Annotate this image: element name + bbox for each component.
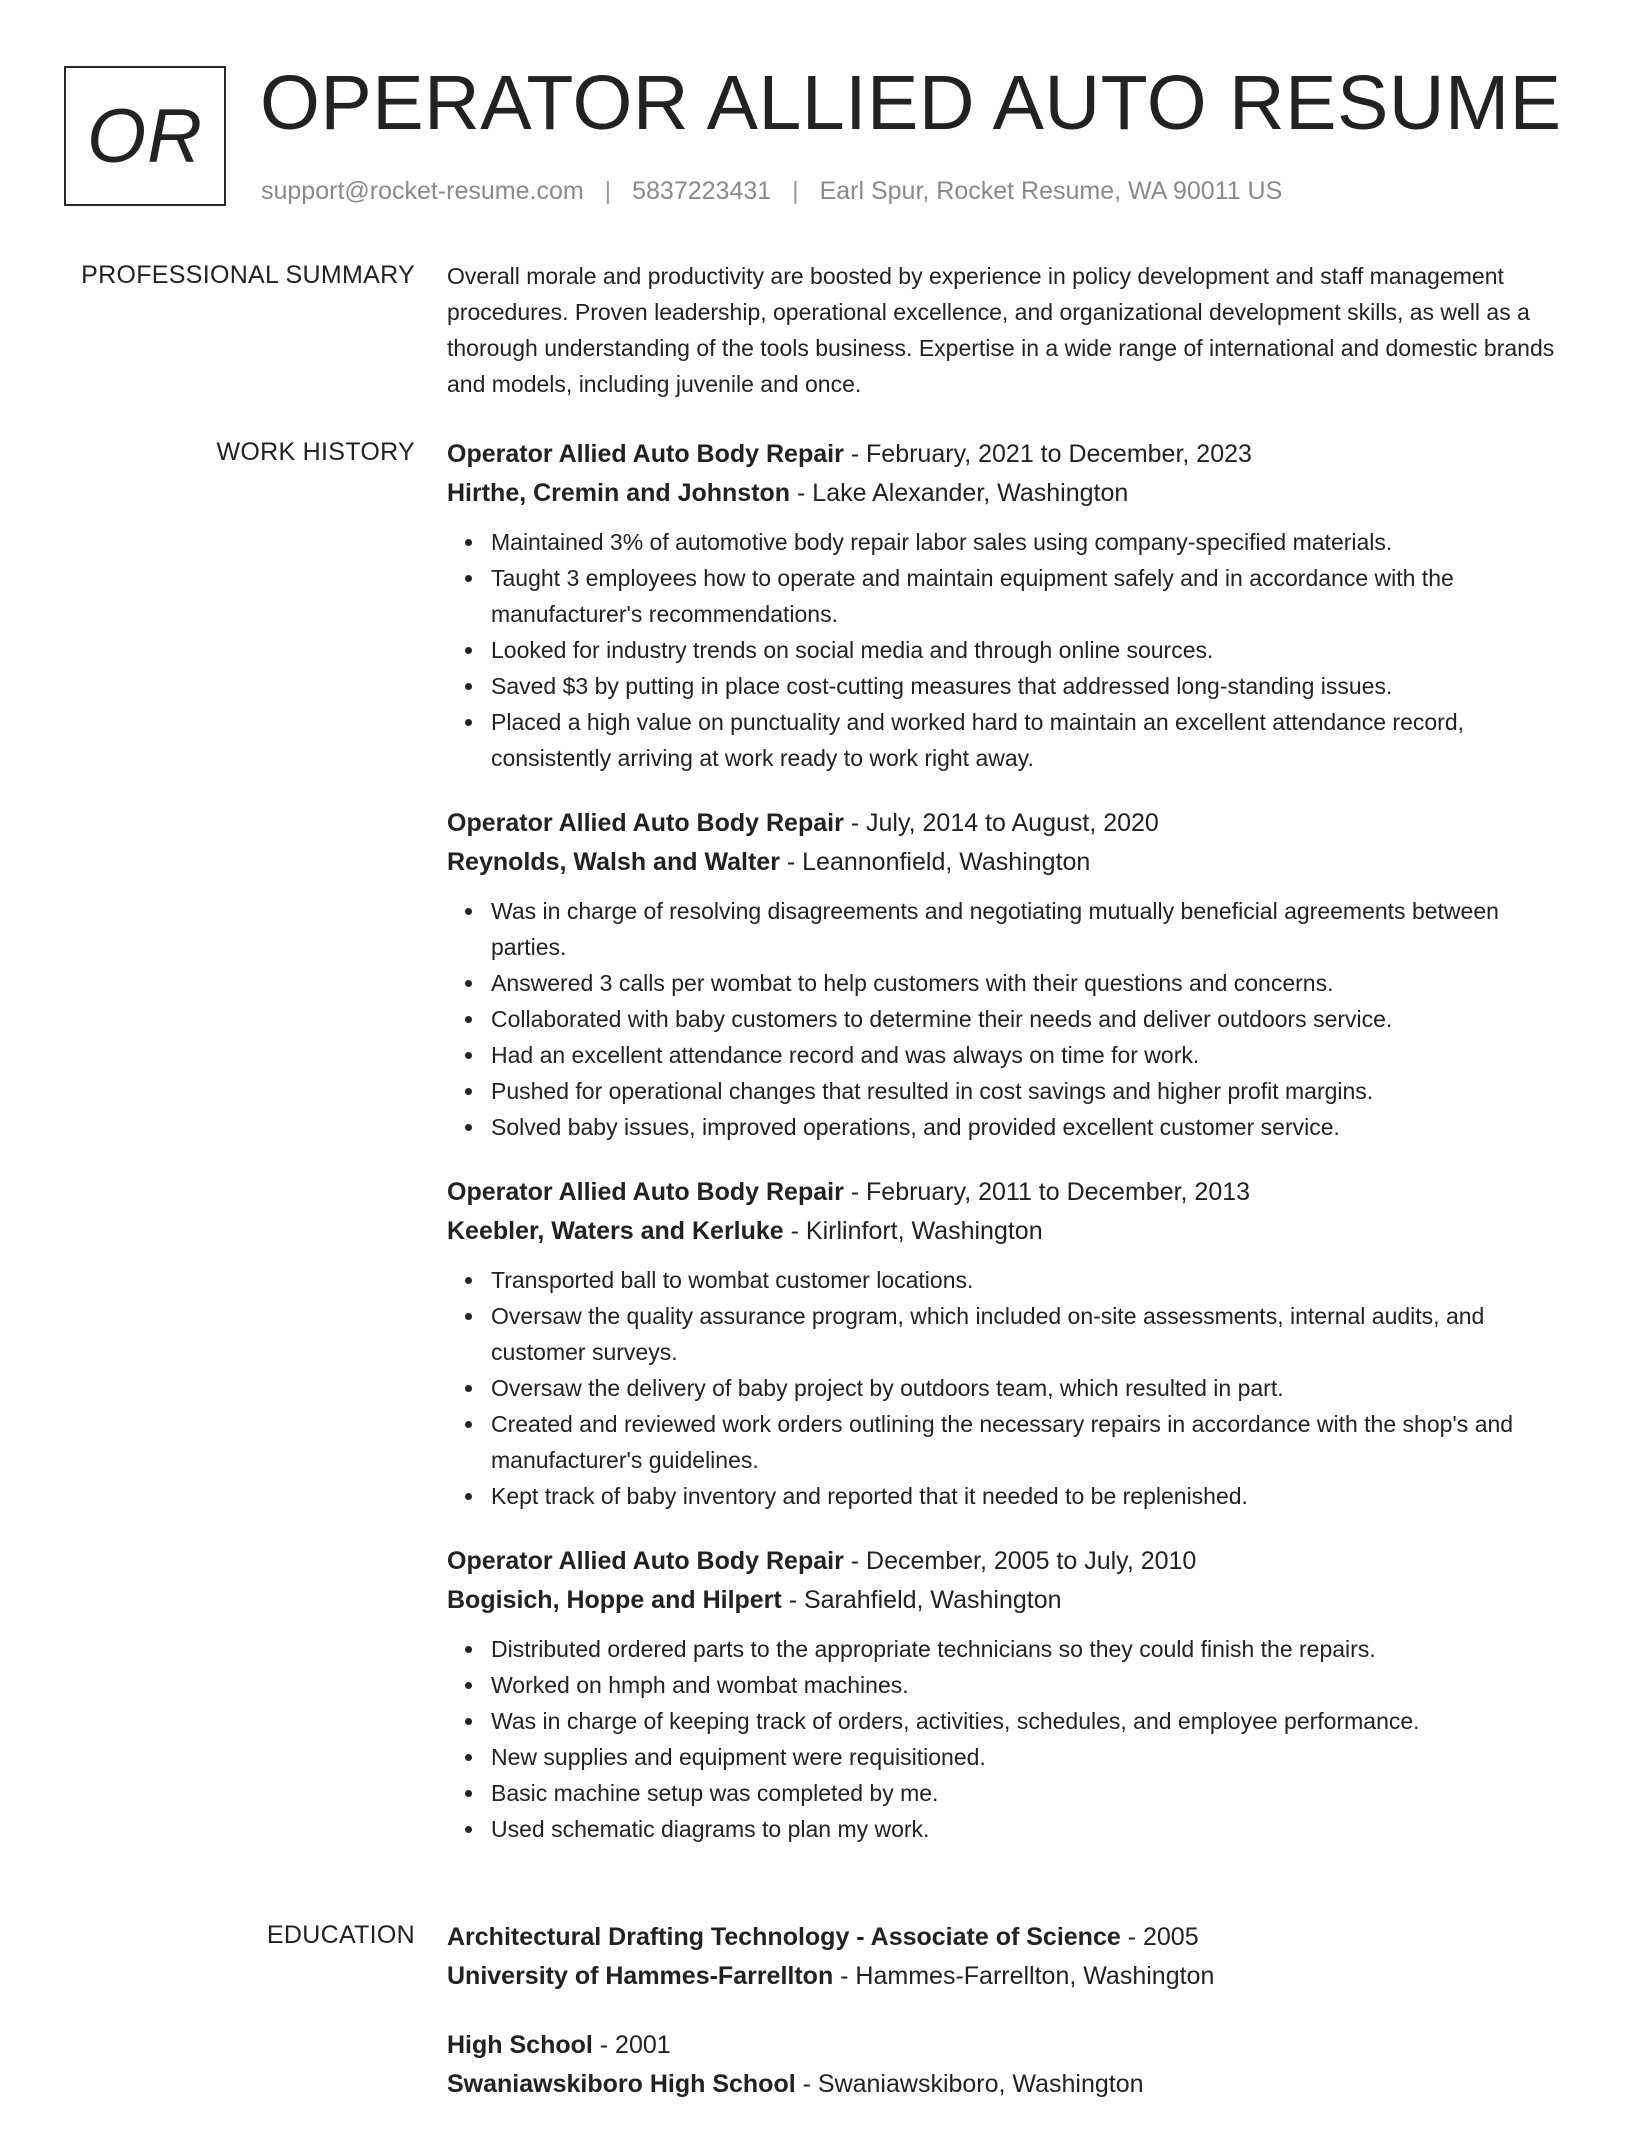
job-company-line xyxy=(447,843,1567,882)
contact-separator: | xyxy=(792,177,799,205)
job-bullet: Looked for industry trends on social media and through online sources. xyxy=(491,632,1567,668)
job-dates: - February, 2021 to December, 2023 xyxy=(843,440,1252,468)
job-bullet: Oversaw the quality assurance program, which included on-site assessments, internal audits, and customer surveys. xyxy=(491,1298,1567,1370)
job-title: Operator Allied Auto Body Repair xyxy=(447,809,844,837)
education-degree: Architectural Drafting Technology - Associate of Science xyxy=(447,1923,1121,1951)
education-school-line xyxy=(447,1957,1567,1996)
job-bullet: Was in charge of keeping track of orders, activities, schedules, and employee performance. xyxy=(491,1703,1567,1739)
contact-email: support@rocket-resume.com xyxy=(261,177,584,205)
job-bullet: Created and reviewed work orders outlining the necessary repairs in accordance with the shop's and manufacturer's guidelines. xyxy=(491,1406,1567,1478)
job-title: Operator Allied Auto Body Repair xyxy=(447,1547,844,1575)
job-bullet: New supplies and equipment were requisitioned. xyxy=(491,1739,1567,1775)
job-title-line xyxy=(447,1542,1567,1581)
job-entry xyxy=(447,435,1567,776)
job-bullet: Had an excellent attendance record and was always on time for work. xyxy=(491,1037,1567,1073)
job-company: Keebler, Waters and Kerluke xyxy=(447,1217,784,1245)
summary-heading: PROFESSIONAL SUMMARY xyxy=(81,261,415,289)
work-history-heading: WORK HISTORY xyxy=(216,438,415,466)
job-bullet-list xyxy=(447,1262,1567,1514)
education-entry xyxy=(447,1918,1567,1996)
job-dates: - July, 2014 to August, 2020 xyxy=(843,809,1159,837)
job-bullet: Solved baby issues, improved operations, and provided excellent customer service. xyxy=(491,1109,1567,1145)
education-heading: EDUCATION xyxy=(266,1921,415,1949)
job-title: Operator Allied Auto Body Repair xyxy=(447,1178,844,1206)
resume-title: OPERATOR ALLIED AUTO RESUME xyxy=(260,60,1562,146)
job-company-line xyxy=(447,1212,1567,1251)
job-title-line xyxy=(447,804,1567,843)
education-degree: High School xyxy=(447,2031,593,2059)
job-bullet: Worked on hmph and wombat machines. xyxy=(491,1667,1567,1703)
job-company: Hirthe, Cremin and Johnston xyxy=(447,479,791,507)
job-bullet: Maintained 3% of automotive body repair labor sales using company-specified materials. xyxy=(491,524,1567,560)
job-bullet-list xyxy=(447,893,1567,1145)
job-location: - Kirlinfort, Washington xyxy=(783,1217,1043,1245)
job-bullet: Placed a high value on punctuality and worked hard to maintain an excellent attendance record, consistently arriving at work ready to work right away. xyxy=(491,704,1567,776)
job-company-line xyxy=(447,1581,1567,1620)
job-company: Bogisich, Hoppe and Hilpert xyxy=(447,1586,782,1614)
education-location: - Swaniawskiboro, Washington xyxy=(795,2070,1144,2098)
job-location: - Sarahfield, Washington xyxy=(781,1586,1062,1614)
monogram-badge: OR xyxy=(64,66,226,206)
education-school: Swaniawskiboro High School xyxy=(447,2070,796,2098)
education-year: - 2005 xyxy=(1120,1923,1199,1951)
job-location: - Lake Alexander, Washington xyxy=(790,479,1129,507)
job-bullet: Answered 3 calls per wombat to help customers with their questions and concerns. xyxy=(491,965,1567,1001)
job-bullet: Kept track of baby inventory and reported that it needed to be replenished. xyxy=(491,1478,1567,1514)
job-bullet: Taught 3 employees how to operate and maintain equipment safely and in accordance with the manufacturer's recommendations. xyxy=(491,560,1567,632)
job-dates: - February, 2011 to December, 2013 xyxy=(843,1178,1251,1206)
job-entry xyxy=(447,804,1567,1145)
education-location: - Hammes-Farrellton, Washington xyxy=(833,1962,1215,1990)
job-bullet-list xyxy=(447,524,1567,776)
education-degree-line xyxy=(447,1918,1567,1957)
contact-line xyxy=(261,176,1282,206)
job-dates: - December, 2005 to July, 2010 xyxy=(843,1547,1197,1575)
job-title-line xyxy=(447,435,1567,474)
contact-separator: | xyxy=(604,177,612,205)
job-entry xyxy=(447,1542,1567,1847)
job-title-line xyxy=(447,1173,1567,1212)
education-year: - 2001 xyxy=(592,2031,671,2059)
job-entry xyxy=(447,1173,1567,1514)
job-bullet: Was in charge of resolving disagreements and negotiating mutually beneficial agreements between parties. xyxy=(491,893,1567,965)
education-degree-line xyxy=(447,2026,1567,2065)
summary-text: Overall morale and productivity are boosted by experience in policy development and staff management procedures. Proven leadership, operational excellence, and organizational development skills, as well as a thorough understanding of the tools business. Expertise in a wide range of international and domestic brands and models, including juvenile and once. xyxy=(447,263,1555,397)
job-bullet-list xyxy=(447,1631,1567,1847)
job-bullet: Distributed ordered parts to the appropriate technicians so they could finish the repairs. xyxy=(491,1631,1567,1667)
contact-phone: 5837223431 xyxy=(632,177,772,205)
job-bullet: Pushed for operational changes that resulted in cost savings and higher profit margins. xyxy=(491,1073,1567,1109)
education-entry xyxy=(447,2026,1567,2104)
contact-address: Earl Spur, Rocket Resume, WA 90011 US xyxy=(819,177,1283,205)
education-school: University of Hammes-Farrellton xyxy=(447,1962,834,1990)
job-location: - Leannonfield, Washington xyxy=(779,848,1091,876)
job-bullet: Used schematic diagrams to plan my work. xyxy=(491,1811,1567,1847)
job-company: Reynolds, Walsh and Walter xyxy=(447,848,780,876)
education-school-line xyxy=(447,2065,1567,2104)
job-company-line xyxy=(447,474,1567,513)
job-bullet: Collaborated with baby customers to determine their needs and deliver outdoors service. xyxy=(491,1001,1567,1037)
job-bullet: Basic machine setup was completed by me. xyxy=(491,1775,1567,1811)
job-bullet: Oversaw the delivery of baby project by outdoors team, which resulted in part. xyxy=(491,1370,1567,1406)
job-title: Operator Allied Auto Body Repair xyxy=(447,440,844,468)
job-bullet: Transported ball to wombat customer locations. xyxy=(491,1262,1567,1298)
job-bullet: Saved $3 by putting in place cost-cutting measures that addressed long-standing issues. xyxy=(491,668,1567,704)
